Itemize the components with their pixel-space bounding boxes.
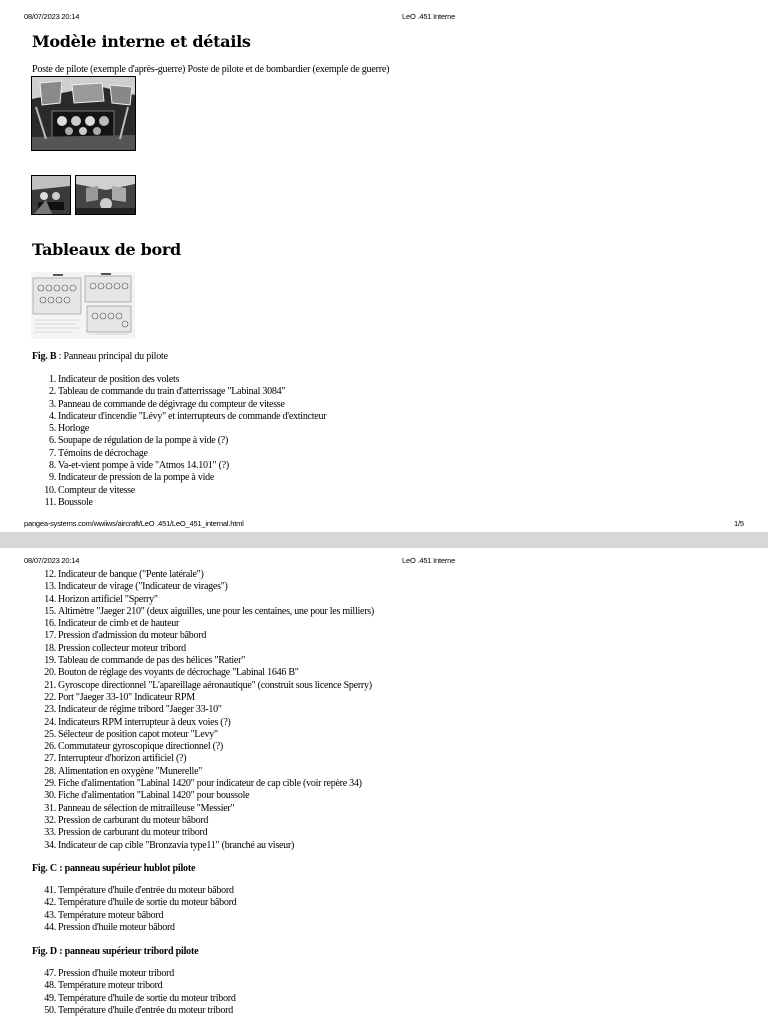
list-item-text: Température d'huile de sortie du moteur tribord [58, 992, 236, 1004]
list-item-number: 28. [44, 765, 56, 777]
list-item [32, 485, 326, 497]
list-item-text: Indicateur de régime tribord "Jaeger 33-10" [58, 704, 222, 716]
list-item-number: 12. [44, 569, 56, 580]
list-item [32, 435, 326, 447]
list-item-text: Port "Jaeger 33-10" Indicateur RPM [58, 691, 195, 703]
list-item-number: 11. [44, 496, 56, 508]
list-item [32, 472, 326, 484]
list-item-text: Indicateur de banque ("Pente latérale") [58, 569, 204, 580]
list-item-number: 9. [49, 472, 56, 484]
instrument-list-d [32, 968, 236, 1017]
list-item [32, 704, 374, 716]
list-item-text: Va-et-vient pompe à vide "Atmos 14.101" (?) [58, 460, 229, 472]
list-item [32, 729, 374, 741]
list-item [32, 717, 374, 729]
list-item-number: 50. [44, 1004, 56, 1016]
list-item-number: 8. [49, 460, 56, 472]
list-item-number: 2. [49, 386, 56, 398]
list-item [32, 569, 374, 581]
list-item [32, 753, 374, 765]
list-item-text: Température d'huile d'entrée du moteur tribord [58, 1004, 233, 1016]
list-item-text: Alimentation en oxygène "Munerelle" [58, 765, 203, 777]
list-item-text: Indicateur de pression de la pompe à vide [58, 472, 215, 484]
list-item-text: Température moteur bâbord [58, 909, 164, 921]
list-item [32, 803, 374, 815]
list-item-number: 18. [44, 642, 56, 654]
photos-caption: Poste de pilote (exemple d'après-guerre) Poste de pilote et de bombardier (exemple de guerre) [32, 64, 390, 75]
list-item-text: Panneau de sélection de mitrailleuse "Messier" [58, 802, 235, 814]
list-item-text: Altimètre "Jaeger 210" (deux aiguilles, une pour les centaines, une pour les milliers) [58, 605, 375, 617]
list-item-number: 13. [44, 581, 56, 593]
list-item-text: Compteur de vitesse [58, 484, 135, 496]
list-item [32, 778, 374, 790]
list-item-text: Pression d'huile moteur bâbord [58, 921, 175, 933]
instrument-list-b-part2 [32, 569, 374, 852]
list-item [32, 993, 236, 1005]
list-item-number: 14. [44, 593, 56, 605]
list-item-text: Pression d'admission du moteur bâbord [58, 630, 207, 642]
list-item-number: 19. [44, 655, 56, 667]
footer-url[interactable]: pangea-systems.com/wwiiws/aircraft/LeO .451/LeO_451_internal.html [24, 519, 244, 528]
list-item-number: 43. [44, 909, 56, 921]
list-item-text: Indicateur de virage ("Indicateur de virages") [58, 581, 228, 593]
list-item [32, 815, 374, 827]
instrument-list-b-part1 [32, 374, 326, 509]
header-title: LeO .451 Interne [402, 12, 456, 21]
list-item-number: 42. [44, 897, 56, 909]
list-item [32, 374, 326, 386]
list-item-number: 49. [44, 992, 56, 1004]
list-item-number: 41. [44, 885, 56, 896]
list-item-number: 25. [44, 728, 56, 740]
list-item-number: 34. [44, 839, 56, 851]
list-item-number: 27. [44, 753, 56, 765]
list-item-number: 3. [49, 398, 56, 410]
list-item-text: Fiche d'alimentation "Labinal 1420" pour indicateur de cap cible (voir repère 34) [58, 778, 362, 790]
list-item [32, 897, 236, 909]
list-item [32, 399, 326, 411]
list-item [32, 667, 374, 679]
list-item-number: 4. [49, 410, 56, 422]
list-item [32, 386, 326, 398]
list-item [32, 411, 326, 423]
list-item-text: Indicateur d'incendie "Lévy" et interrupteurs de commande d'extincteur [58, 410, 327, 422]
list-item-number: 6. [49, 435, 56, 447]
fig-b-text: : Panneau principal du pilote [56, 351, 168, 362]
list-item-text: Température d'huile de sortie du moteur bâbord [58, 897, 237, 909]
list-item [32, 618, 374, 630]
list-item-text: Soupape de régulation de la pompe à vide (?) [58, 435, 229, 447]
list-item [32, 460, 326, 472]
list-item-number: 1. [49, 374, 56, 385]
list-item-number: 7. [49, 447, 56, 459]
list-item [32, 448, 326, 460]
list-item [32, 606, 374, 618]
list-item-number: 22. [44, 691, 56, 703]
list-item-number: 31. [44, 802, 56, 814]
list-item-number: 29. [44, 778, 56, 790]
list-item-number: 44. [44, 921, 56, 933]
list-item-text: Température moteur tribord [58, 980, 163, 992]
list-item-text: Indicateurs RPM interrupteur à deux voies (?) [58, 716, 231, 728]
list-item [32, 840, 374, 852]
footer-page-number: 1/5 [734, 519, 744, 528]
list-item-number: 30. [44, 790, 56, 802]
list-item-text: Interrupteur d'horizon artificiel (?) [58, 753, 187, 765]
instrument-panel-diagram [31, 272, 135, 339]
list-item-text: Indicateur de position des volets [58, 374, 180, 385]
list-item [32, 910, 236, 922]
instrument-list-c [32, 885, 236, 934]
list-item [32, 1005, 236, 1017]
header-title: LeO .451 Interne [402, 556, 456, 565]
list-item-number: 33. [44, 827, 56, 839]
list-item-text: Pression de carburant du moteur tribord [58, 827, 208, 839]
fig-b-caption [32, 351, 168, 362]
list-item-number: 15. [44, 605, 56, 617]
list-item-number: 21. [44, 679, 56, 691]
list-item [32, 922, 236, 934]
list-item-number: 26. [44, 741, 56, 753]
list-item [32, 827, 374, 839]
list-item-text: Bouton de réglage des voyants de décrochage "Labinal 1646 B" [58, 667, 299, 679]
fig-b-label: Fig. B [32, 351, 57, 362]
list-item-text: Sélecteur de position capot moteur "Levy" [58, 728, 218, 740]
cockpit-photo-wartime-2 [75, 175, 136, 215]
list-item-text: Température d'huile d'entrée du moteur bâbord [58, 885, 234, 896]
list-item-number: 23. [44, 704, 56, 716]
list-item [32, 643, 374, 655]
list-item [32, 980, 236, 992]
list-item-text: Horloge [58, 423, 90, 435]
list-item-number: 24. [44, 716, 56, 728]
list-item-text: Fiche d'alimentation "Labinal 1420" pour boussole [58, 790, 250, 802]
header-date: 08/07/2023 20:14 [24, 12, 80, 21]
list-item-text: Pression de carburant du moteur bâbord [58, 814, 209, 826]
list-item-number: 10. [44, 484, 56, 496]
list-item-text: Panneau de commande de dégivrage du compteur de vitesse [58, 398, 285, 410]
list-item-number: 17. [44, 630, 56, 642]
list-item-text: Tableau de commande de pas des hélices "Ratier" [58, 655, 246, 667]
list-item-text: Gyroscope directionnel "L'apareillage aéronautique" (construit sous licence Sperry) [58, 679, 372, 691]
list-item-text: Indicateur de cap cible "Bronzavia type11" (branché au viseur) [58, 839, 295, 851]
header-date: 08/07/2023 20:14 [24, 556, 80, 565]
list-item [32, 680, 374, 692]
list-item-number: 5. [49, 423, 56, 435]
list-item [32, 630, 374, 642]
list-item-number: 47. [44, 968, 56, 979]
cockpit-photo-postwar [31, 76, 136, 151]
list-item [32, 655, 374, 667]
list-item [32, 423, 326, 435]
list-item [32, 741, 374, 753]
list-item-text: Boussole [58, 496, 93, 508]
list-item [32, 692, 374, 704]
list-item-text: Pression d'huile moteur tribord [58, 968, 174, 979]
list-item-text: Témoins de décrochage [58, 447, 148, 459]
list-item-text: Horizon artificiel "Sperry" [58, 593, 158, 605]
list-item-text: Pression collecteur moteur tribord [58, 642, 186, 654]
list-item [32, 968, 236, 980]
list-item [32, 594, 374, 606]
list-item [32, 766, 374, 778]
list-item-text: Indicateur de cimb et de hauteur [58, 618, 180, 630]
list-item-number: 48. [44, 980, 56, 992]
list-item [32, 581, 374, 593]
fig-c-caption: Fig. C : panneau supérieur hublot pilote [32, 863, 196, 874]
pdf-page-2 [0, 548, 768, 1024]
list-item [32, 497, 326, 509]
list-item-text: Tableau de commande du train d'atterrissage "Labinal 3084" [58, 386, 286, 398]
list-item-text: Commutateur gyroscopique directionnel (?) [58, 741, 223, 753]
heading-interior: Modèle interne et détails [32, 32, 251, 51]
list-item-number: 20. [44, 667, 56, 679]
list-item [32, 885, 236, 897]
fig-d-caption: Fig. D : panneau supérieur tribord pilote [32, 946, 199, 957]
list-item-number: 32. [44, 814, 56, 826]
cockpit-photo-wartime-1 [31, 175, 71, 215]
list-item [32, 790, 374, 802]
heading-panels: Tableaux de bord [32, 240, 181, 259]
list-item-number: 16. [44, 618, 56, 630]
